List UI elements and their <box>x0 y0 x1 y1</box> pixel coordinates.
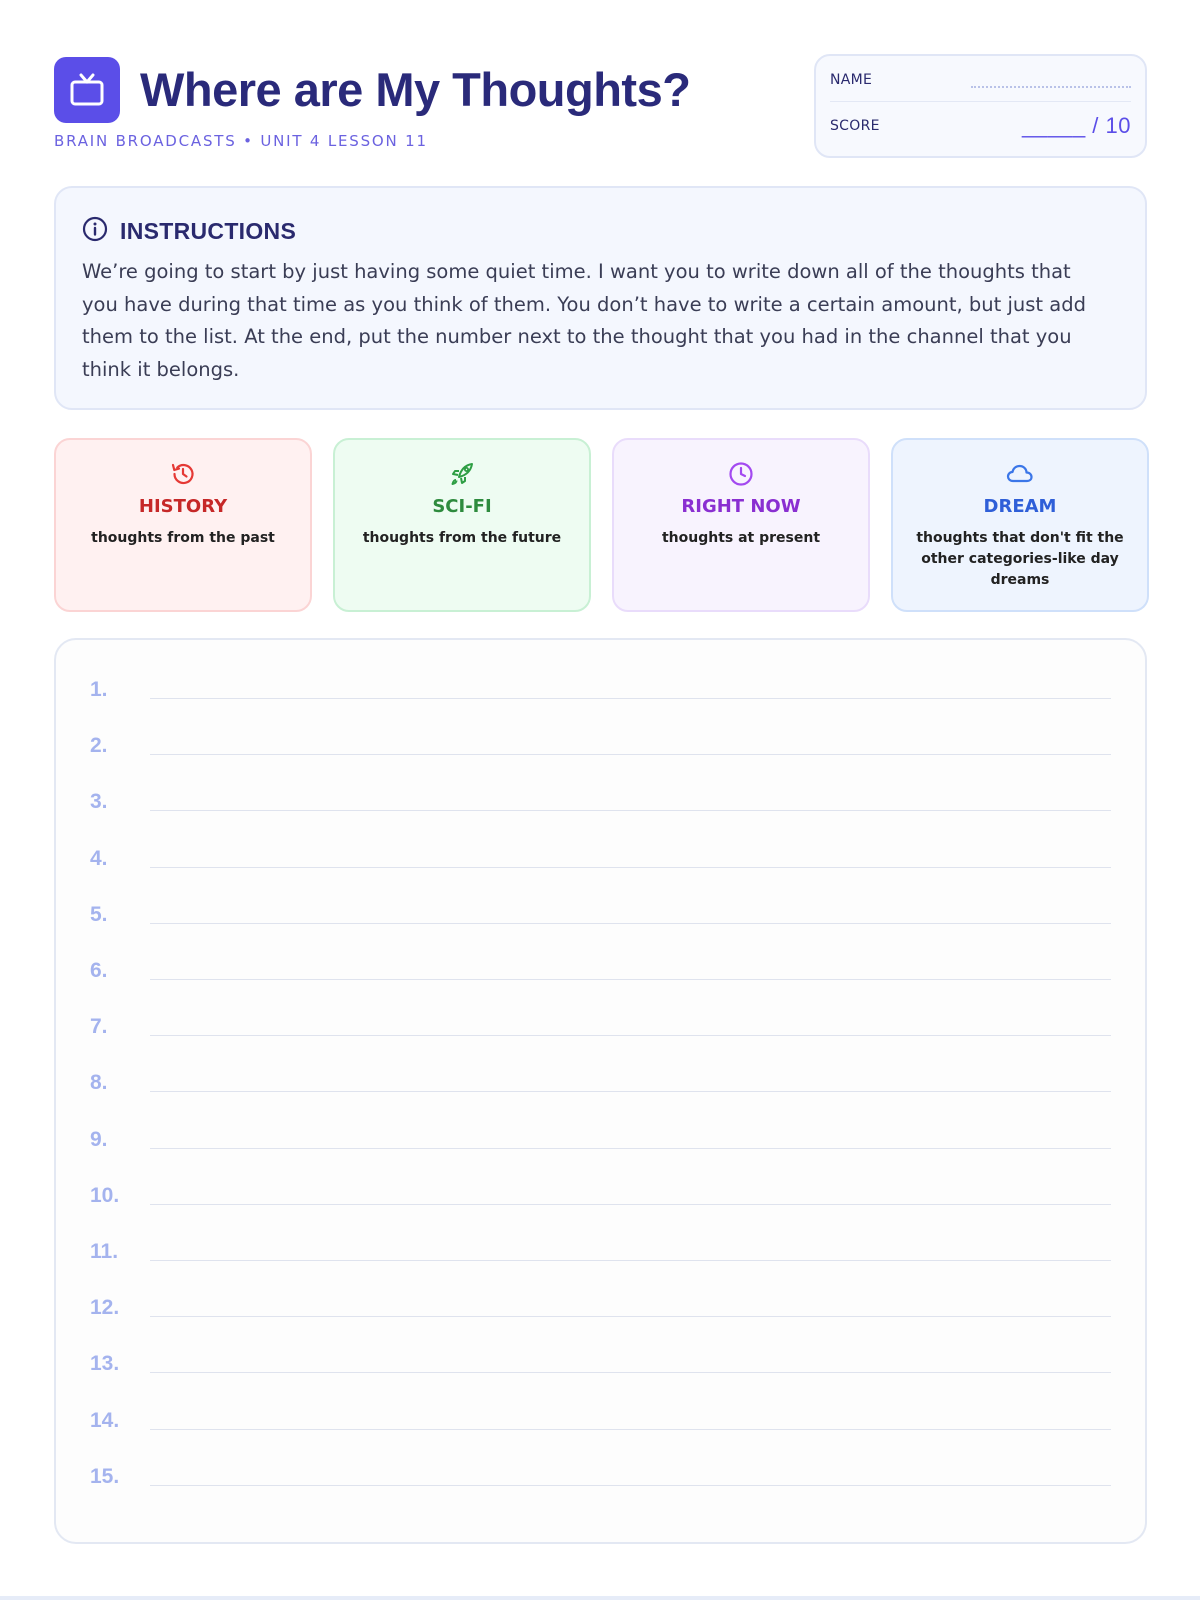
line-number: 14. <box>90 1408 120 1432</box>
category-card-sci-fi <box>333 438 591 612</box>
rocket-icon <box>335 460 589 490</box>
line-number: 10. <box>90 1183 120 1207</box>
score-field[interactable]: _____ / 10 <box>1022 113 1131 138</box>
category-name: HISTORY <box>138 496 228 517</box>
writing-line[interactable] <box>150 1372 1111 1373</box>
writing-line[interactable] <box>150 1035 1111 1036</box>
thought-line[interactable] <box>56 1007 1145 1047</box>
line-number: 1. <box>90 678 108 701</box>
instructions-title: INSTRUCTIONS <box>120 218 297 244</box>
line-number: 15. <box>90 1464 120 1488</box>
category-name: SCI-FI <box>432 496 492 517</box>
thought-line[interactable] <box>56 1344 1145 1384</box>
writing-line[interactable] <box>150 1091 1111 1092</box>
category-cards <box>54 438 1147 612</box>
clock-icon <box>614 460 868 490</box>
line-number: 13. <box>90 1352 120 1376</box>
page-subtitle: BRAIN BROADCASTS • UNIT 4 LESSON 11 <box>54 132 428 150</box>
name-label: NAME <box>830 71 873 88</box>
line-number: 4. <box>90 846 108 870</box>
thought-line[interactable] <box>56 1401 1145 1441</box>
line-number: 7. <box>90 1015 108 1039</box>
line-number: 5. <box>90 902 108 926</box>
writing-line[interactable] <box>150 923 1111 924</box>
line-number: 11. <box>90 1240 119 1263</box>
thought-line[interactable] <box>56 1176 1145 1216</box>
score-label: SCORE <box>830 118 880 134</box>
line-number: 12. <box>90 1296 120 1320</box>
tv-icon <box>54 57 120 123</box>
line-number: 6. <box>90 959 108 982</box>
category-card-history <box>54 438 312 612</box>
writing-line[interactable] <box>150 754 1111 755</box>
thought-line[interactable] <box>56 1232 1145 1272</box>
category-name: DREAM <box>983 496 1057 517</box>
info-icon <box>82 216 108 247</box>
page-title: Where are My Thoughts? <box>140 63 691 116</box>
category-description: thoughts at present <box>661 530 821 546</box>
thought-line[interactable] <box>56 726 1145 766</box>
line-number: 9. <box>90 1127 108 1151</box>
category-description: thoughts from the future <box>362 530 562 546</box>
thought-line[interactable] <box>56 1457 1145 1497</box>
writing-line[interactable] <box>150 698 1111 699</box>
writing-line[interactable] <box>150 867 1111 868</box>
category-card-right-now <box>612 438 870 612</box>
writing-line[interactable] <box>150 1148 1111 1149</box>
line-number: 2. <box>90 734 108 758</box>
thought-line[interactable] <box>56 670 1145 710</box>
score-row <box>830 104 1131 148</box>
instructions-text: We’re going to start by just having some quiet time. I want you to write down all of the thoughts that you have during that time as you think of them. You don’t have to write a certain amount, but just add them to the list. At the end, put the number next to the thought that you had in the channel that you think it belongs. <box>82 260 1086 381</box>
thought-line[interactable] <box>56 1288 1145 1328</box>
writing-line[interactable] <box>150 1485 1111 1486</box>
history-icon <box>56 460 310 490</box>
instructions-panel <box>54 186 1147 410</box>
bottom-divider <box>0 1596 1200 1600</box>
thoughts-list <box>54 638 1147 1544</box>
thought-line[interactable] <box>56 1120 1145 1160</box>
thought-line[interactable] <box>56 839 1145 879</box>
thought-line[interactable] <box>56 1063 1145 1103</box>
writing-line[interactable] <box>150 1204 1111 1205</box>
category-name: RIGHT NOW <box>681 496 801 517</box>
cloud-icon <box>893 460 1147 490</box>
thought-line[interactable] <box>56 951 1145 991</box>
thought-line[interactable] <box>56 782 1145 822</box>
writing-line[interactable] <box>150 1316 1111 1317</box>
thought-line[interactable] <box>56 895 1145 935</box>
writing-line[interactable] <box>150 810 1111 811</box>
category-description: thoughts that don't fit the other categories-like day dreams <box>916 530 1124 588</box>
name-field[interactable] <box>971 86 1131 88</box>
category-description: thoughts from the past <box>91 530 275 546</box>
writing-line[interactable] <box>150 1429 1111 1430</box>
line-number: 8. <box>90 1071 108 1095</box>
name-row <box>830 58 1131 102</box>
line-number: 3. <box>90 790 108 814</box>
name-score-box <box>814 54 1147 158</box>
instructions-header <box>82 216 296 247</box>
writing-line[interactable] <box>150 979 1111 980</box>
writing-line[interactable] <box>150 1260 1111 1261</box>
category-card-dream <box>891 438 1149 612</box>
